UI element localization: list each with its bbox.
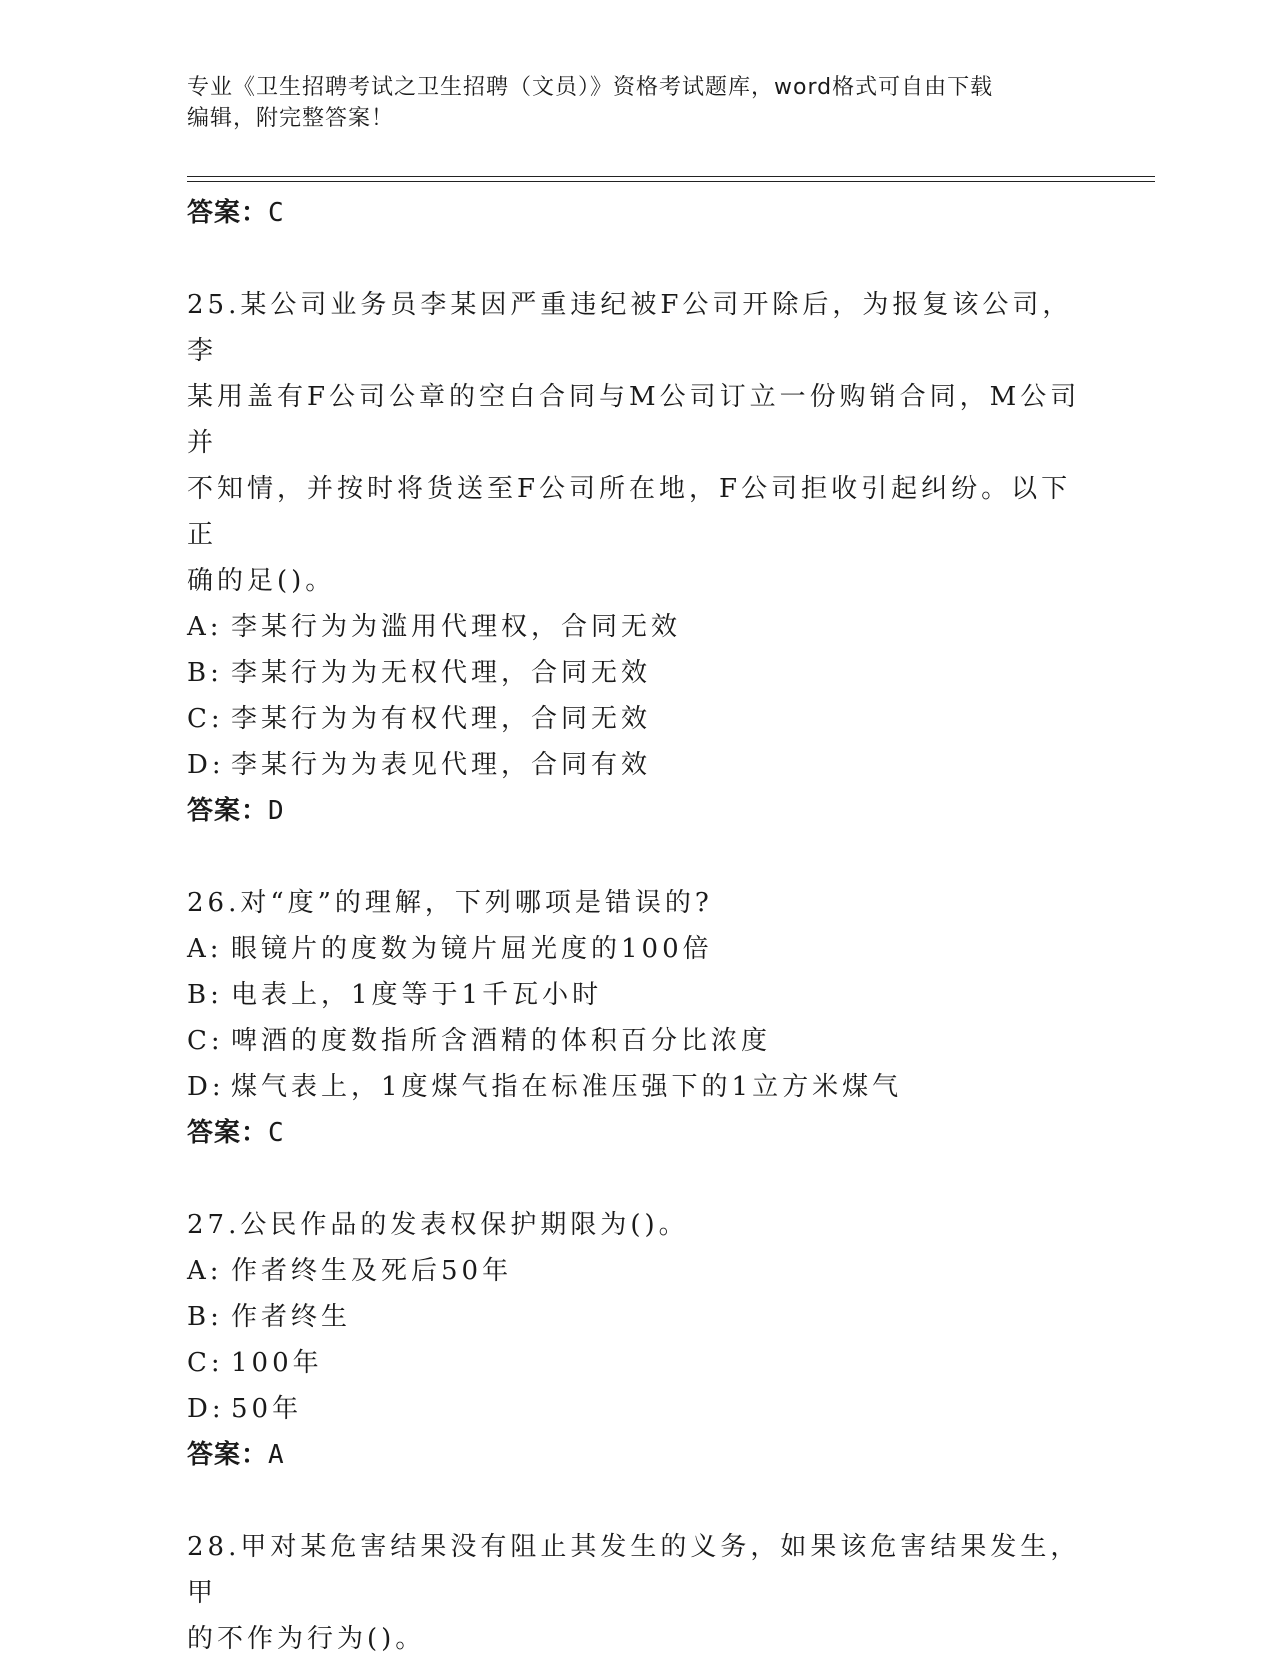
option-key: D: [187, 1072, 225, 1102]
answer-line [187, 190, 1087, 236]
option-text: 50年 [231, 1394, 303, 1424]
question-spacer [187, 236, 1087, 282]
header-divider-top [187, 176, 1155, 177]
answer-label: 答案： [187, 1440, 269, 1470]
header-divider-bottom [187, 181, 1155, 182]
question-stem-line: 26.对“度”的理解，下列哪项是错误的? [187, 888, 713, 918]
option-key: C: [187, 704, 224, 734]
option-key: A: [187, 934, 223, 964]
option-text: 李某行为为表见代理，合同有效 [231, 750, 652, 780]
option-key: D: [187, 1394, 225, 1424]
answer-value: A [268, 1440, 285, 1470]
option-text: 作者终生及死后50年 [231, 1256, 513, 1286]
option-text: 李某行为为无权代理，合同无效 [231, 658, 652, 688]
option-text: 作者终生 [231, 1302, 352, 1332]
question-stem-line: 25.某公司业务员李某因严重违纪被F公司开除后，为报复该公司，李 [187, 290, 1073, 366]
question-stem-line: 确的足()。 [187, 566, 336, 596]
question-block [187, 1524, 1087, 1662]
option-text: 电表上，1度等于1千瓦小时 [231, 980, 603, 1010]
option-text: 李某行为为滥用代理权，合同无效 [231, 612, 682, 642]
option-key: C: [187, 1348, 224, 1378]
question-option [187, 1018, 1087, 1064]
option-text: 100年 [231, 1348, 323, 1378]
question-spacer [187, 1156, 1087, 1202]
question-stem-line: 27.公民作品的发表权保护期限为()。 [187, 1210, 689, 1240]
option-key: C: [187, 1026, 224, 1056]
header-line-2: 编辑，附完整答案！ [187, 106, 395, 131]
document-body [187, 190, 1087, 1662]
question-option [187, 972, 1087, 1018]
answer-line [187, 1432, 1087, 1478]
option-key: B: [187, 1302, 223, 1332]
option-text: 煤气表上，1度煤气指在标准压强下的1立方米煤气 [231, 1072, 903, 1102]
answer-value: D [268, 796, 285, 826]
question-block [187, 880, 1087, 1156]
question-option [187, 1340, 1087, 1386]
option-key: D: [187, 750, 225, 780]
question-spacer [187, 1478, 1087, 1524]
answer-label: 答案： [187, 796, 269, 826]
option-text: 啤酒的度数指所含酒精的体积百分比浓度 [231, 1026, 772, 1056]
option-key: A: [187, 612, 223, 642]
question-stem-line: 某用盖有F公司公章的空白合同与M公司订立一份购销合同，M公司并 [187, 382, 1081, 458]
option-text: 眼镜片的度数为镜片屈光度的100倍 [231, 934, 713, 964]
question-option [187, 650, 1087, 696]
question-option [187, 696, 1087, 742]
answer-line [187, 788, 1087, 834]
question-option [187, 742, 1087, 788]
answer-value: C [268, 1118, 285, 1148]
question-stem-line: 不知情，并按时将货送至F公司所在地，F公司拒收引起纠纷。以下正 [187, 474, 1072, 550]
question-option [187, 926, 1087, 972]
question-option [187, 1386, 1087, 1432]
question-option [187, 604, 1087, 650]
answer-label: 答案： [187, 198, 269, 228]
option-key: B: [187, 980, 223, 1010]
answer-label: 答案： [187, 1118, 269, 1148]
header-line-1: 专业《卫生招聘考试之卫生招聘（文员）》资格考试题库，word格式可自由下载 [187, 75, 994, 100]
option-text: 李某行为为有权代理，合同无效 [231, 704, 652, 734]
question-stem-line: 的不作为行为()。 [187, 1624, 426, 1654]
question-option [187, 1248, 1087, 1294]
answer-value: C [268, 198, 285, 228]
question-stem-line: 28.甲对某危害结果没有阻止其发生的义务，如果该危害结果发生，甲 [187, 1532, 1081, 1608]
question-option [187, 1294, 1087, 1340]
question-spacer [187, 834, 1087, 880]
question-block [187, 282, 1087, 834]
option-key: A: [187, 1256, 223, 1286]
answer-line [187, 1110, 1087, 1156]
question-block [187, 1202, 1087, 1478]
question-option [187, 1064, 1087, 1110]
option-key: B: [187, 658, 223, 688]
document-header [187, 72, 1087, 134]
